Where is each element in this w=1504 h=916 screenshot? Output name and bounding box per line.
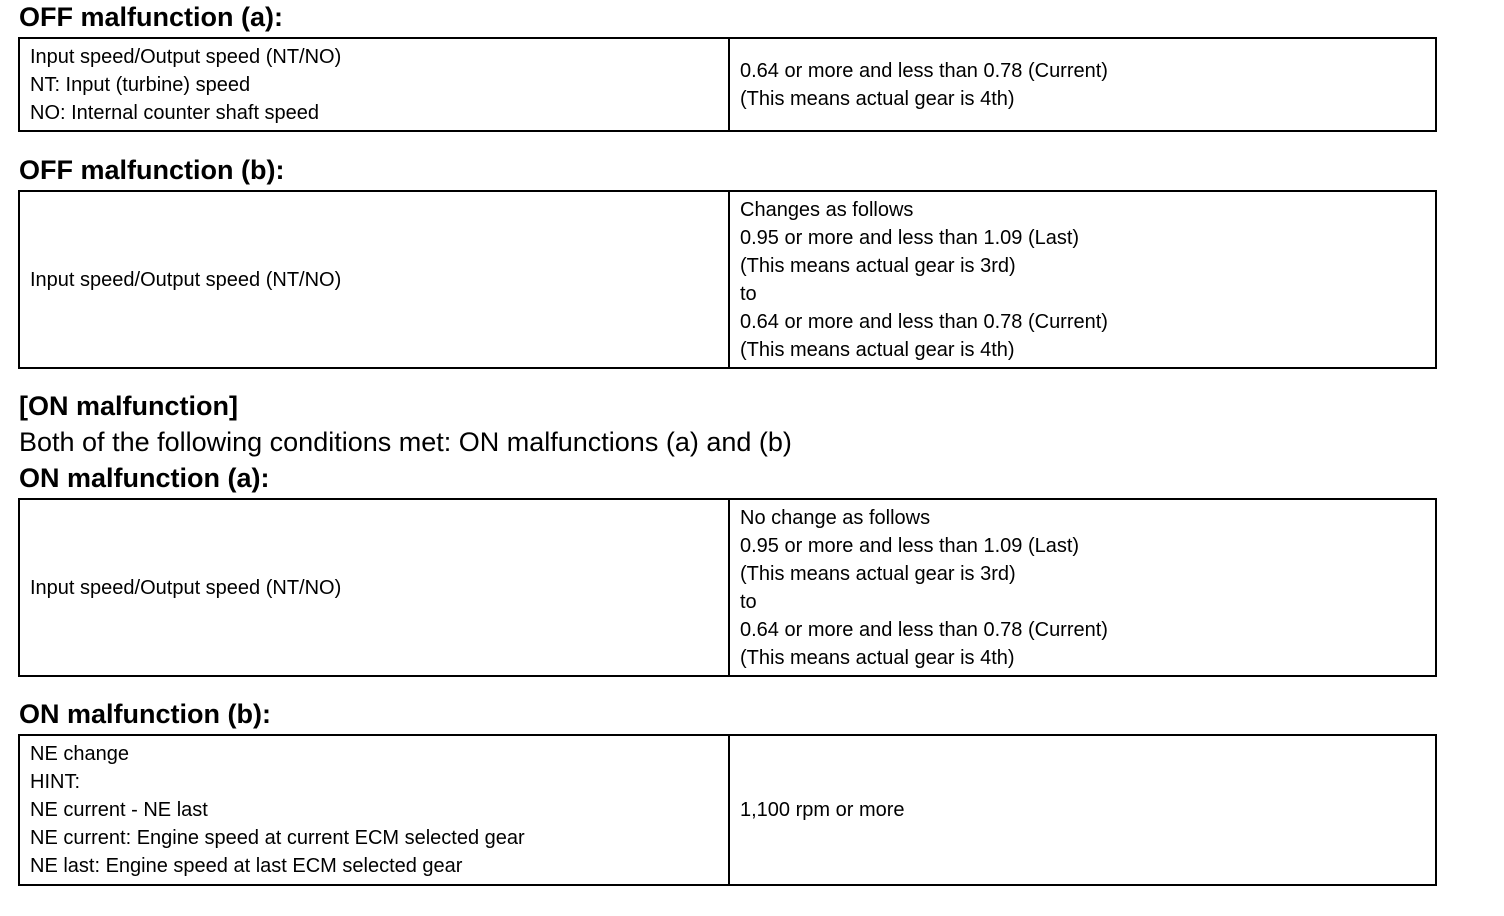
condition-cell: [729, 499, 1436, 676]
item-line: NO: Internal counter shaft speed: [30, 101, 320, 124]
item-cell: [19, 499, 729, 676]
condition-line: (This means actual gear is 4th): [740, 338, 1015, 361]
table-row: [19, 191, 1436, 368]
on-malfunction-description: Both of the following conditions met: ON malfunctions (a) and (b): [19, 427, 792, 457]
table-row: [19, 38, 1436, 131]
item-line: NT: Input (turbine) speed: [30, 73, 251, 96]
off-malfunction-b-table: [18, 190, 1437, 369]
off-malfunction-a-table: [18, 37, 1437, 132]
condition-cell: [729, 38, 1436, 131]
item-line: NE current: Engine speed at current ECM selected gear: [30, 827, 525, 849]
on-malfunction-b-table: [18, 734, 1437, 886]
condition-line: 0.64 or more and less than 0.78 (Current): [740, 310, 1108, 333]
table-row: [19, 735, 1436, 885]
condition-line: 0.64 or more and less than 0.78 (Current): [740, 59, 1108, 82]
item-line: Input speed/Output speed (NT/NO): [30, 576, 342, 599]
condition-line: (This means actual gear is 4th): [740, 646, 1015, 669]
item-line: Input speed/Output speed (NT/NO): [30, 45, 342, 68]
item-line: Input speed/Output speed (NT/NO): [30, 268, 342, 291]
condition-line: (This means actual gear is 3rd): [740, 254, 1016, 277]
on-malfunction-heading: [ON malfunction]: [19, 391, 238, 421]
item-cell: [19, 191, 729, 368]
condition-line: (This means actual gear is 4th): [740, 87, 1015, 110]
item-cell: [19, 735, 729, 885]
item-line: NE last: Engine speed at last ECM selected gear: [30, 855, 463, 877]
condition-line: 1,100 rpm or more: [740, 799, 905, 821]
on-malfunction-a-heading: ON malfunction (a):: [19, 463, 270, 493]
condition-line: to: [740, 282, 757, 305]
condition-cell: [729, 191, 1436, 368]
condition-line: to: [740, 590, 757, 613]
condition-line: 0.95 or more and less than 1.09 (Last): [740, 226, 1080, 249]
table-row: [19, 499, 1436, 676]
item-line: NE change: [30, 743, 129, 765]
off-malfunction-b-heading: OFF malfunction (b):: [19, 155, 285, 185]
off-malfunction-a-heading: OFF malfunction (a):: [19, 2, 283, 32]
condition-line: 0.64 or more and less than 0.78 (Current): [740, 618, 1108, 641]
condition-line: Changes as follows: [740, 198, 914, 221]
item-cell: [19, 38, 729, 131]
item-line: NE current - NE last: [30, 799, 208, 821]
condition-line: 0.95 or more and less than 1.09 (Last): [740, 534, 1080, 557]
condition-cell: [729, 735, 1436, 885]
on-malfunction-a-table: [18, 498, 1437, 677]
condition-line: No change as follows: [740, 506, 931, 529]
on-malfunction-b-heading: ON malfunction (b):: [19, 699, 271, 729]
condition-line: (This means actual gear is 3rd): [740, 562, 1016, 585]
item-line: HINT:: [30, 771, 80, 793]
